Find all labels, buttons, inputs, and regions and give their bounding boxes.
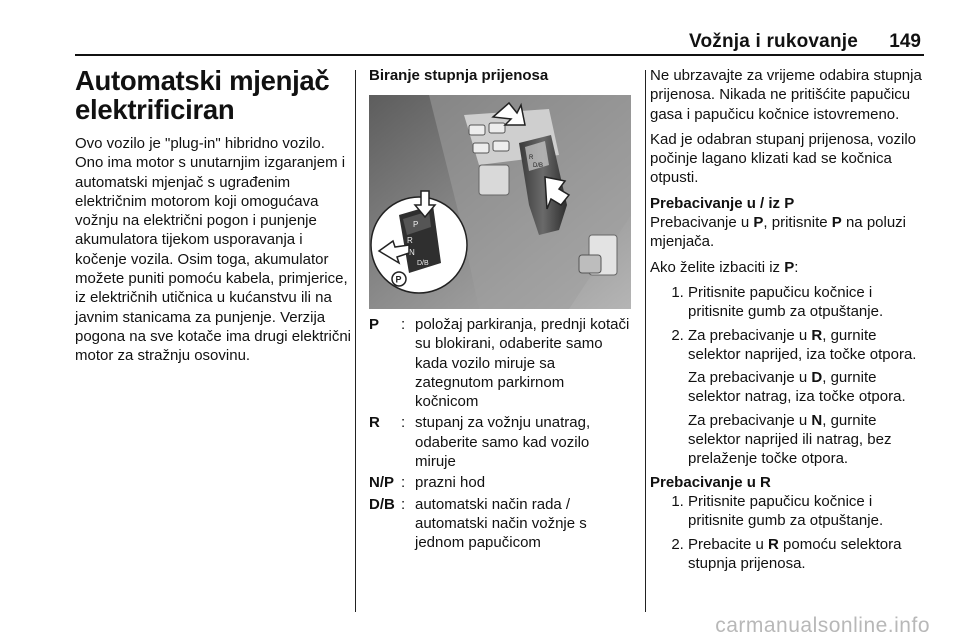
definition-term: P (369, 316, 380, 333)
definition-term: R (369, 414, 380, 432)
exit-p-steps (650, 283, 930, 469)
parking-brake-icon (392, 272, 406, 286)
lever-label-r: R (407, 236, 413, 245)
shift-r-steps (650, 492, 930, 573)
shift-p-paragraph: Prebacivanje u P, pritisnite P na poluzi mjenjača. (650, 214, 907, 251)
definition-term: D/B (369, 495, 395, 513)
exit-p-paragraph: Ako želite izbaciti iz P: (650, 258, 799, 276)
lever-label-p: P (413, 220, 419, 229)
gear-selector-illustration (369, 95, 631, 309)
running-header: Vožnja i rukovanje (688, 31, 858, 52)
list-item: 1. Pritisnite papučicu kočnice i pritisnite gumb za otpuštanje. (688, 492, 930, 531)
svg-text:D/B: D/B (533, 163, 544, 169)
definition-description: prazni hod (415, 474, 486, 492)
list-item: 2. Za prebacivanje u R, gurnite selektor naprijed, iza točke otpora. Za prebacivanje u D, gurnite selektor natrag, iza točke otpora. Za prebacivanje u N, gurnite selektor naprijed ili natrag, bez prelaženje točke otpora. (688, 326, 930, 469)
definition-row: N/P : prazni hod (369, 473, 631, 492)
column-divider-right (645, 70, 646, 612)
definition-description: automatski način rada / automatski način vožnje s jednom papučicom (415, 495, 587, 552)
list-item: 2. Prebacite u R pomoću selektora stupnja prijenosa. (688, 535, 930, 574)
definition-description: položaj parkiranja, prednji kotači su blokirani, odaberite samo kada vozilo miruje sa zategnutom parkirnom kočnicom (415, 316, 630, 411)
definition-description: stupanj za vožnju unatrag, odaberite samo kad vozilo miruje (415, 414, 591, 471)
svg-text:R: R (529, 155, 534, 161)
definition-row: P : položaj parkiranja, prednji kotači su blokirani, odaberite samo kada vozilo miruje sa zategnutom parkirnom kočnicom (369, 316, 630, 411)
shift-p-heading: Prebacivanje u / iz P (650, 194, 795, 212)
gear-selector-figure (369, 95, 631, 309)
svg-text:P: P (395, 274, 402, 285)
page-number: 149 (889, 31, 921, 52)
column-middle (369, 58, 631, 555)
definition-row: D/B : automatski način rada / automatski način vožnje s jednom papučicom (369, 495, 631, 553)
definition-row: R : stupanj za vožnju unatrag, odaberite samo kad vozilo miruje (369, 413, 631, 471)
section-title: Automatski mjenjač elektrificiran (75, 65, 330, 125)
lever-label-db: D/B (417, 260, 429, 267)
watermark: carmanualsonline.info (715, 614, 930, 637)
list-item: 1. Pritisnite papučicu kočnice i pritisnite gumb za otpuštanje. (688, 283, 930, 322)
gear-definitions (369, 315, 631, 553)
creep-paragraph: Kad je odabran stupanj prijenosa, vozilo počinje lagano klizati kad se kočnica otpusti. (650, 130, 917, 187)
warning-paragraph: Ne ubrzavajte za vrijeme odabira stupnja prijenosa. Nikada ne pritišćite papučicu gasa i papučicu kočnice istovremeno. (650, 67, 922, 123)
shift-r-heading: Prebacivanje u R (650, 473, 771, 491)
column-right (650, 58, 930, 577)
column-left (75, 58, 355, 372)
header-rule (75, 54, 924, 56)
column-divider-left (355, 70, 356, 612)
gear-selection-heading: Biranje stupnja prijenosa (369, 67, 549, 84)
intro-paragraph: Ovo vozilo je "plug-in" hibridno vozilo. Ono ima motor s unutarnjim izgaranjem i automatski mjenjač s ugrađenim električnim motorom koji omogućava vožnju na električni pogon i punjenje akumulatora tijekom usporavanja i kočenje vozila. Osim toga, akumulator možete puniti pomoću kabela, primjerice, iz električnih utičnica u kućanstvu ili na javnim stanicama za punjenje. Verzija pogona na sve kotače ima drugi električni motor za stražnju osovinu. (75, 135, 351, 365)
lever-label-n: N (409, 248, 415, 257)
definition-term: N/P (369, 474, 395, 492)
